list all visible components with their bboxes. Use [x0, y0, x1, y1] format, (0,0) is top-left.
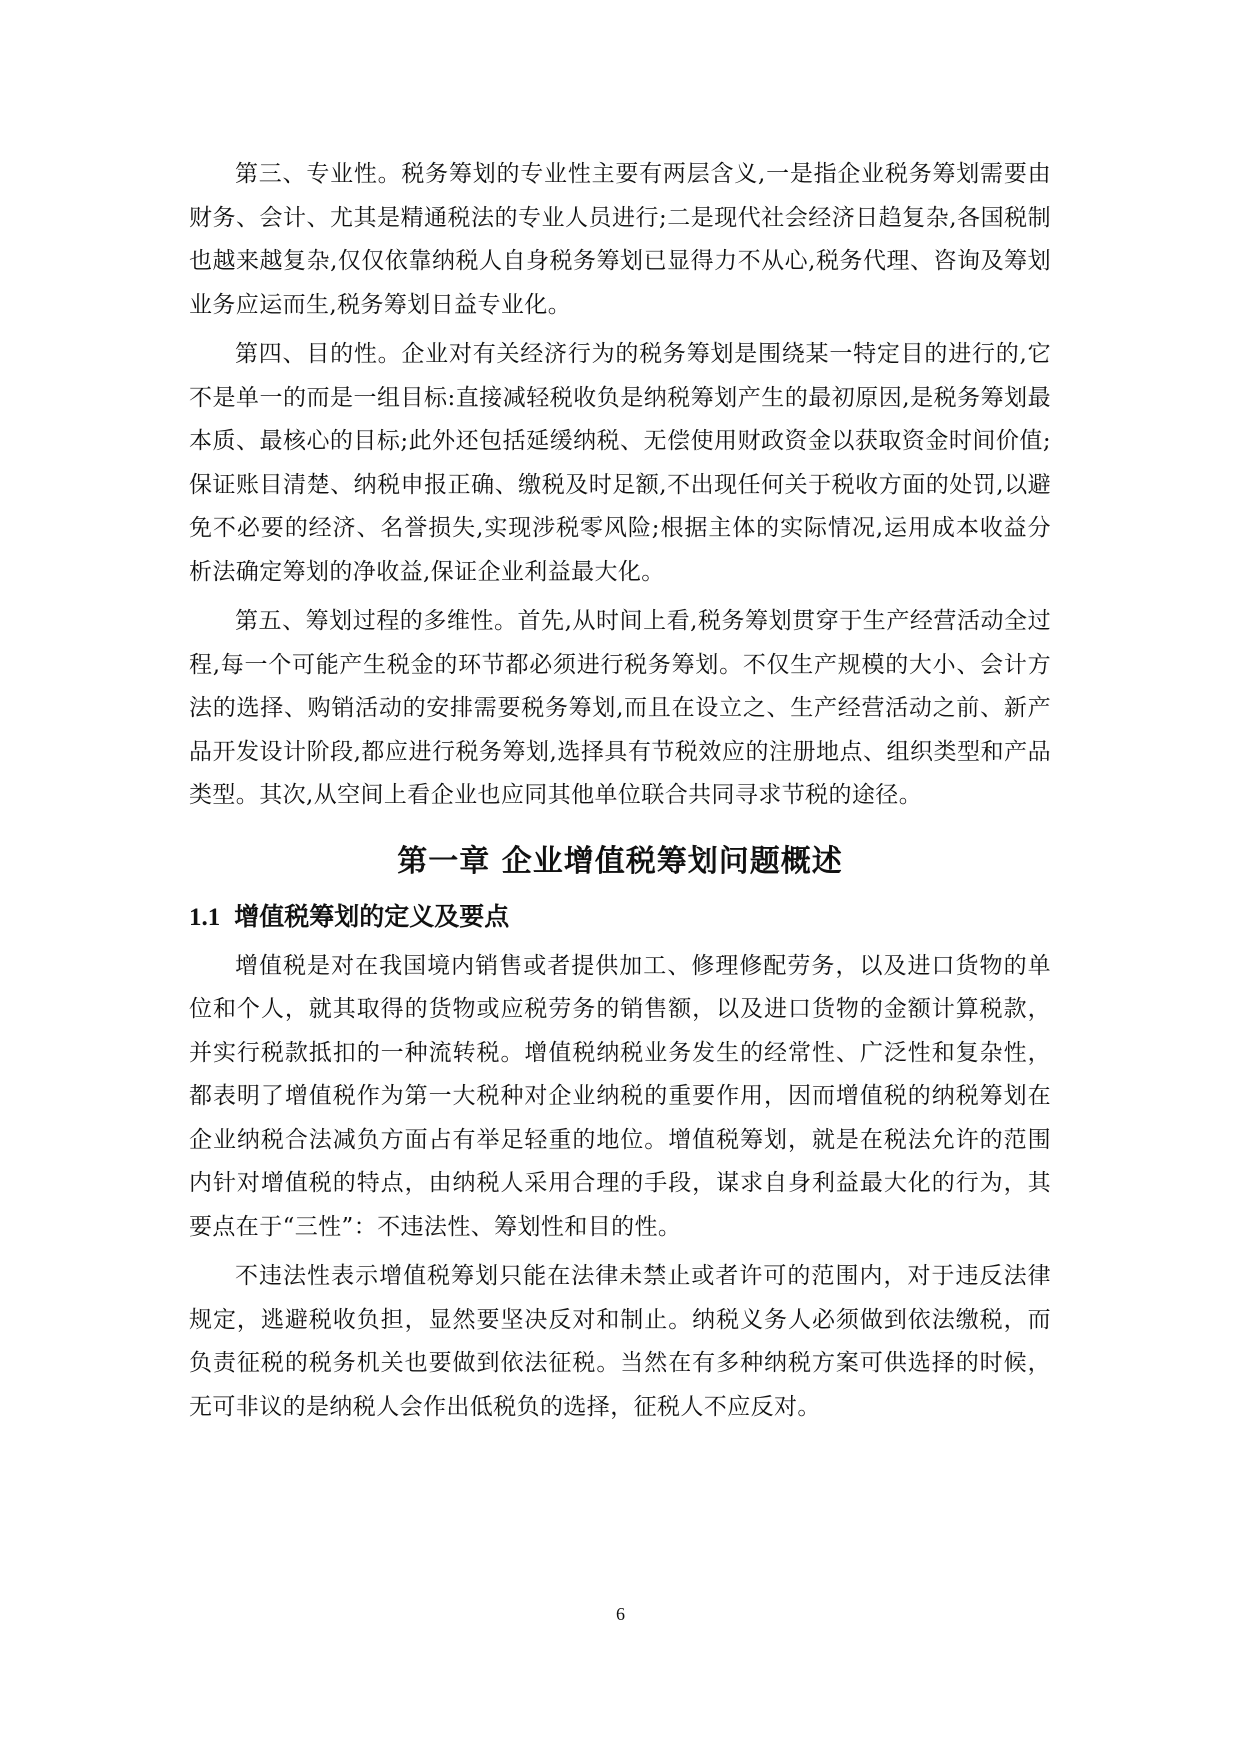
page-number: 6 [616, 1604, 625, 1624]
paragraph-vat-definition: 增值税是对在我国境内销售或者提供加工、修理修配劳务，以及进口货物的单位和个人，就其取得的货物或应税劳务的销售额，以及进口货物的金额计算税款，并实行税款抵扣的一种流转税。增值税纳税业务发生的经常性、广泛性和复杂性，都表明了增值税作为第一大税种对企业纳税的重要作用，因而增值税的纳税筹划在企业纳税合法减负方面占有举足轻重的地位。增值税筹划，就是在税法允许的范围内针对增值税的特点，由纳税人采用合理的手段，谋求自身利益最大化的行为，其要点在于“三性”：不违法性、筹划性和目的性。 [189, 952, 1051, 1240]
paragraph-professionalism: 第三、专业性。税务筹划的专业性主要有两层含义,一是指企业税务筹划需要由财务、会计、尤其是精通税法的专业人员进行;二是现代社会经济日趋复杂,各国税制也越来越复杂,仅仅依靠纳税人自身税务筹划已显得力不从心,税务代理、咨询及筹划业务应运而生,税务筹划日益专业化。 [189, 161, 1051, 318]
paragraph-multidimensionality: 第五、筹划过程的多维性。首先,从时间上看,税务筹划贯穿于生产经营活动全过程,每一个可能产生税金的环节都必须进行税务筹划。不仅生产规模的大小、会计方法的选择、购销活动的安排需要税务筹划,而且在设立之、生产经营活动之前、新产品开发设计阶段,都应进行税务筹划,选择具有节税效应的注册地点、组织类型和产品类型。其次,从空间上看企业也应同其他单位联合共同寻求节税的途径。 [189, 608, 1051, 808]
section-heading [189, 892, 1051, 943]
section-title-text: 增值税筹划的定义及要点 [234, 901, 510, 931]
chapter-title: 第一章 企业增值税筹划问题概述 [397, 843, 843, 879]
paragraph-purposefulness: 第四、目的性。企业对有关经济行为的税务筹划是围绕某一特定目的进行的,它不是单一的而是一组目标:直接减轻税收负是纳税筹划产生的最初原因,是税务筹划最本质、最核心的目标;此外还包括延缓纳税、无偿使用财政资金以获取资金时间价值;保证账目清楚、纳税申报正确、缴税及时足额,不出现任何关于税收方面的处罚,以避免不必要的经济、名誉损失,实现涉税零风险;根据主体的实际情况,运用成本收益分析法确定筹划的净收益,保证企业利益最大化。 [189, 341, 1051, 585]
section-number: 1.1 [189, 903, 221, 931]
page-content [189, 153, 1051, 1429]
paragraph-non-illegality: 不违法性表示增值税筹划只能在法律未禁止或者许可的范围内，对于违反法律规定，逃避税收负担，显然要坚决反对和制止。纳税义务人必须做到依法缴税，而负责征税的税务机关也要做到依法征税。当然在有多种纳税方案可供选择的时候，无可非议的是纳税人会作出低税负的选择，征税人不应反对。 [189, 1263, 1051, 1420]
